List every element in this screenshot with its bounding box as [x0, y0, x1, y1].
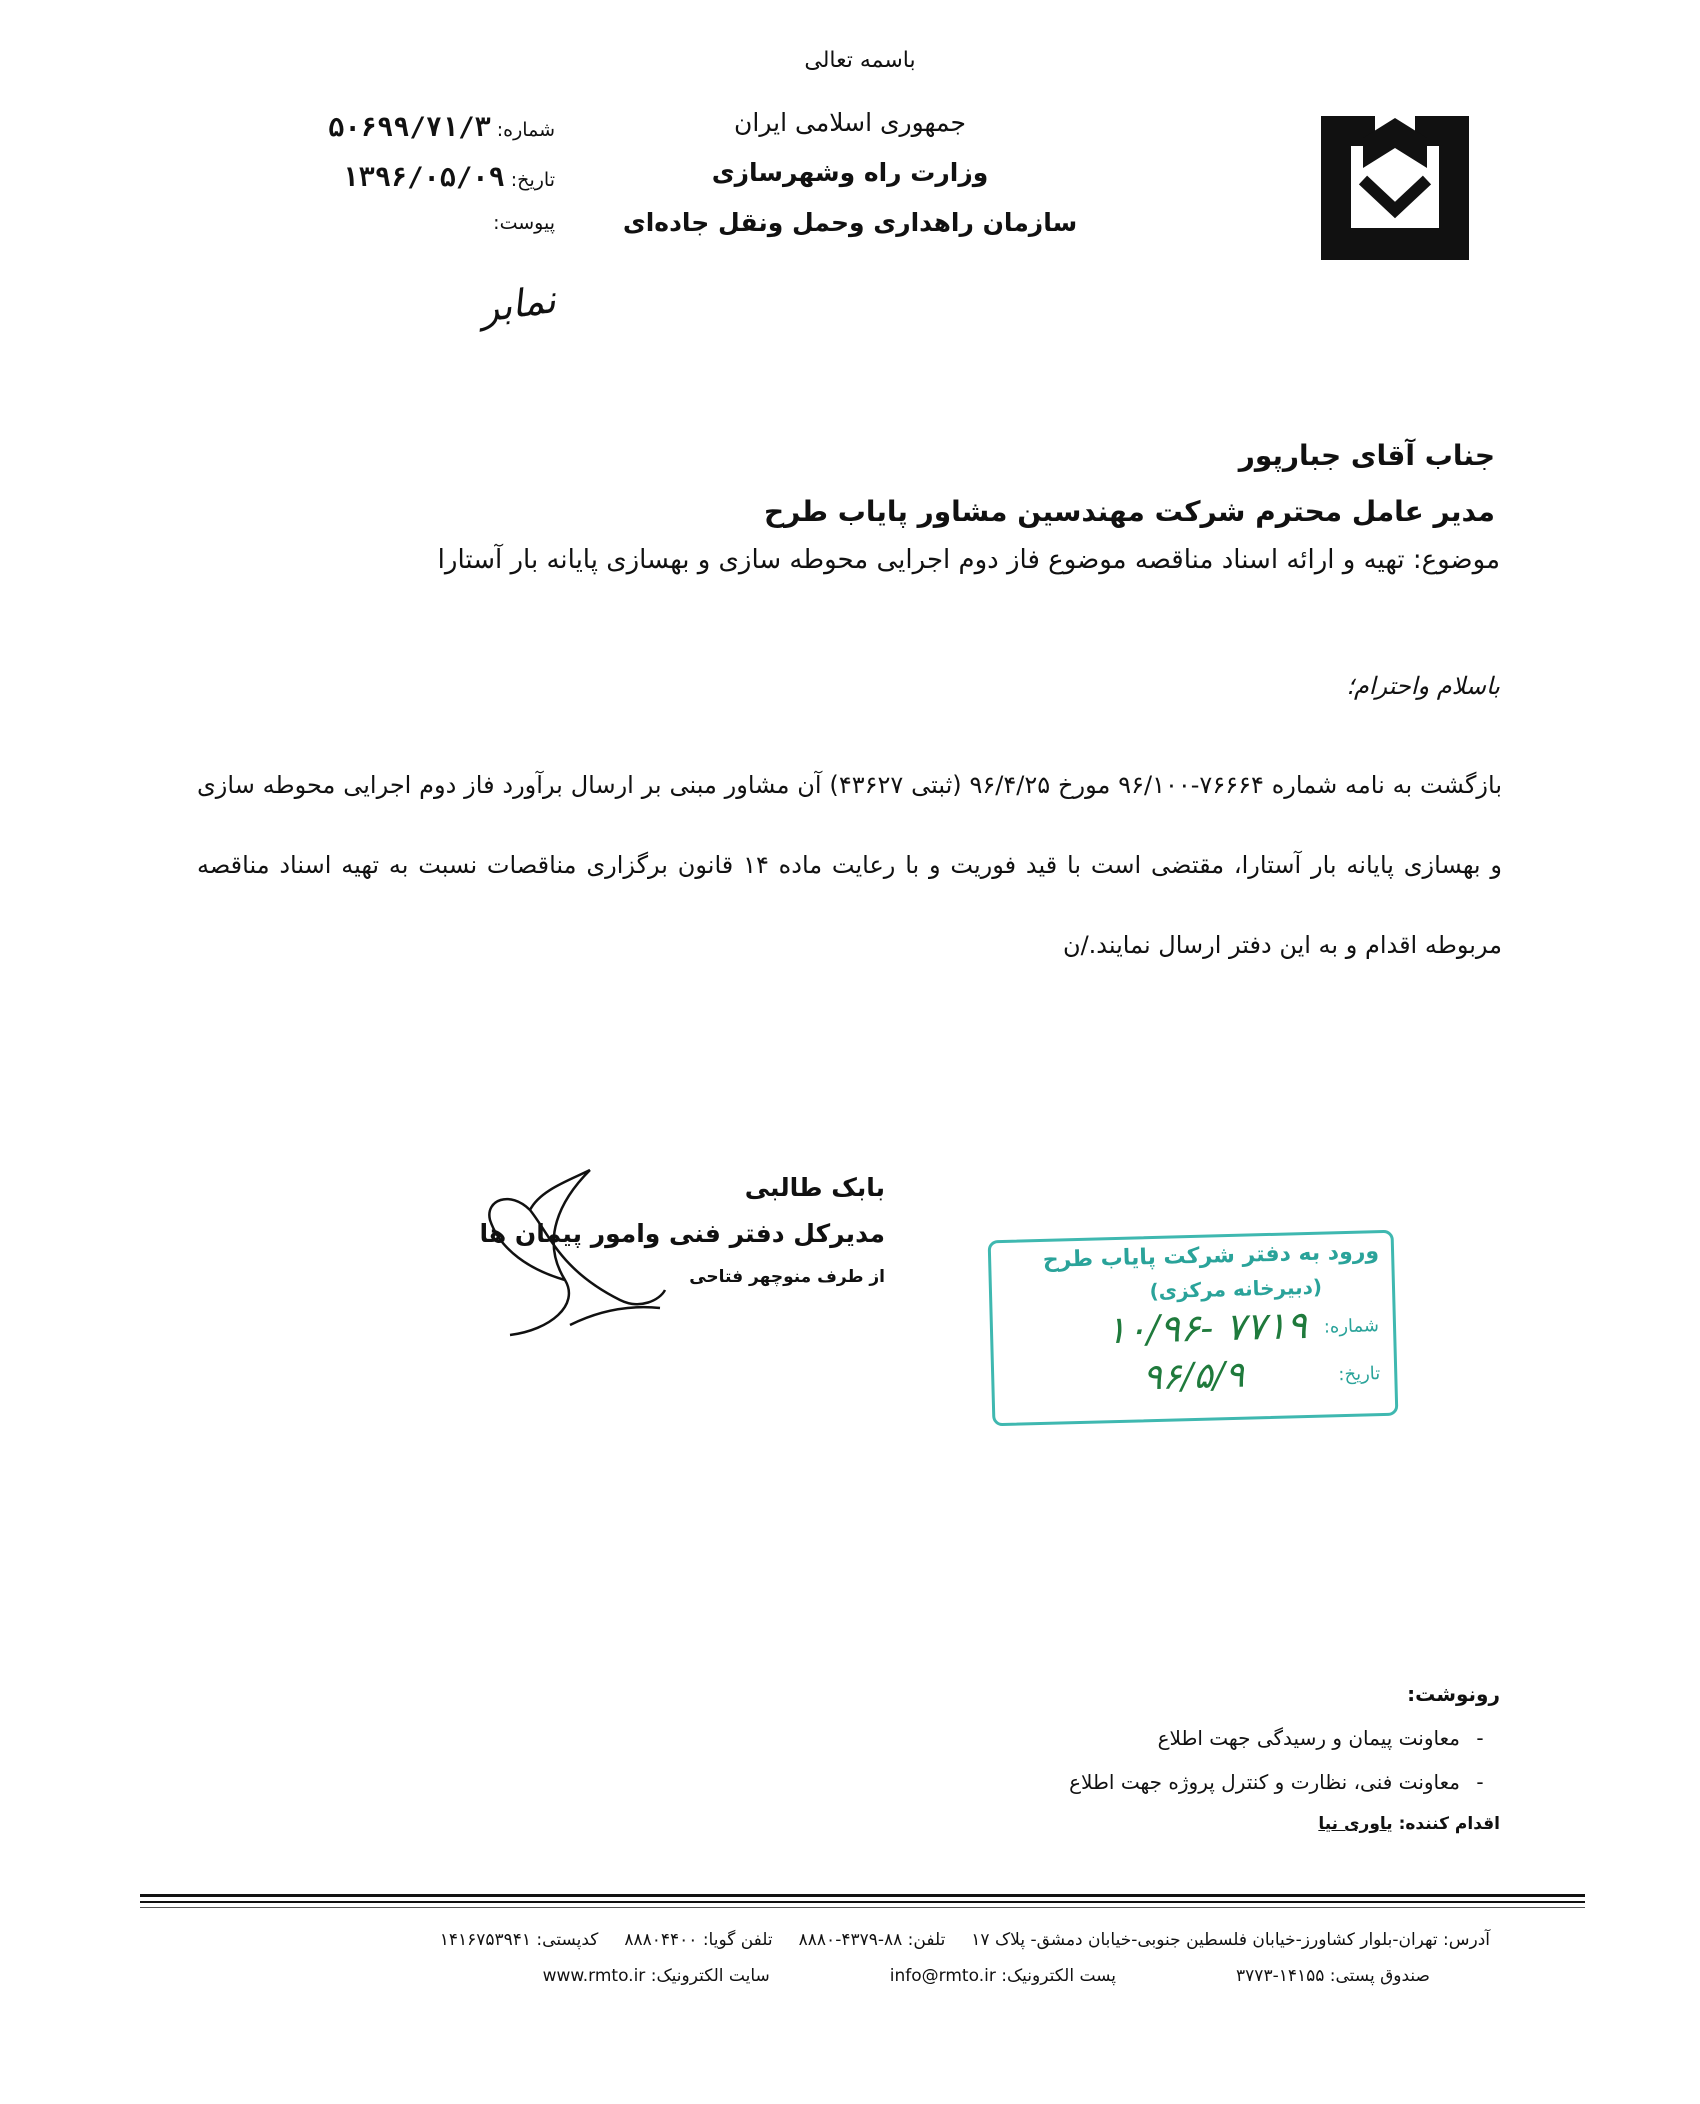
basmala: باسمه تعالی — [804, 48, 916, 73]
footer — [230, 1922, 1490, 1994]
cc-heading: رونوشت: — [1407, 1682, 1500, 1706]
footer-po-box: صندوق پستی: ۱۴۱۵۵-۳۷۷۳ — [1236, 1966, 1430, 1986]
footer-divider — [140, 1894, 1585, 1897]
footer-email: پست الکترونیک: info@rmto.ir — [889, 1966, 1117, 1986]
addressee-name: جناب آقای جبارپور — [1238, 439, 1495, 472]
footer-phone-voice: تلفن گویا: ۸۸۸۰۴۴۰۰ — [624, 1930, 773, 1950]
footer-phone: تلفن: ۸۸-۴۳۷۹-۸۸۸۰ — [798, 1930, 946, 1950]
letter-body: بازگشت به نامه شماره ۷۶۶۶۴-۹۶/۱۰۰ مورخ ۹۶/۴/۲۵ (ثبتی ۴۳۶۲۷) آن مشاور مبنی بر ارسال برآورد فاز دوم اجرایی محوطه سازی و بهسازی پایانه بار آستارا، مقتضی است با قید فوریت و با رعایت ماده ۱۴ قانون برگزاری مناقصات نسبت به تهیه اسناد مناقصه مربوطه اقدام و به این دفتر ارسال نمایند./ن — [197, 771, 1503, 959]
stamp-heading: ورود به دفتر شرکت پایاب طرح — [1042, 1239, 1380, 1273]
letter-number: ۵۰۶۹۹/۷۱/۳ — [328, 112, 491, 143]
letter-date: ۱۳۹۶/۰۵/۰۹ — [342, 162, 505, 193]
cc-item: -معاونت فنی، نظارت و کنترل پروژه جهت اطلاع — [1069, 1770, 1484, 1794]
letterhead — [600, 98, 1100, 248]
subject-line: موضوع: تهیه و ارائه اسناد مناقصه موضوع فاز دوم اجرایی محوطه سازی و بهسازی پایانه بار آستارا — [437, 545, 1500, 575]
signature-block — [465, 1165, 885, 1297]
date-label: تاریخ: — [510, 169, 555, 191]
footer-divider — [140, 1907, 1585, 1908]
greeting: باسلام واحترام؛ — [1346, 672, 1500, 700]
footer-postal-code: کدپستی: ۱۴۱۶۷۵۳۹۴۱ — [439, 1930, 599, 1950]
action-person: یاوری نیا — [1318, 1814, 1393, 1834]
cc-item-text: معاونت فنی، نظارت و کنترل پروژه جهت اطلاع — [1069, 1770, 1460, 1794]
country-name: جمهوری اسلامی ایران — [734, 108, 966, 137]
stamp-number: ۷۷۱۹ -۱۰/۹۶ — [1105, 1303, 1308, 1353]
cc-section — [1069, 1672, 1500, 1844]
stamp-subheading: (دبیرخانه مرکزی) — [1149, 1274, 1323, 1304]
cc-item: -معاونت پیمان و رسیدگی جهت اطلاع — [1157, 1726, 1484, 1750]
organization-logo — [1315, 110, 1475, 265]
attachment-label: پیوست: — [493, 212, 555, 234]
signer-title: مدیرکل دفتر فنی وامور پیمان ها — [479, 1219, 885, 1248]
stamp-date: ۹۶/۵/۹ — [1142, 1354, 1245, 1399]
signer-name: بابک طالبی — [744, 1173, 885, 1202]
stamp-date-label: تاریخ: — [1338, 1363, 1381, 1386]
cc-item-text: معاونت پیمان و رسیدگی جهت اطلاع — [1157, 1726, 1460, 1750]
number-label: شماره: — [496, 119, 555, 141]
footer-divider — [140, 1901, 1585, 1903]
received-stamp — [988, 1230, 1399, 1427]
addressee — [764, 428, 1495, 540]
organization-name: سازمان راهداری وحمل ونقل جاده‌ای — [622, 208, 1078, 237]
letter-meta — [255, 112, 555, 262]
action-by — [1069, 1804, 1500, 1844]
on-behalf-of: از طرف منوچهر فتاحی — [689, 1267, 885, 1287]
footer-website: سایت الکترونیک: www.rmto.ir — [542, 1966, 770, 1986]
handwritten-fax-note: نمابر — [477, 276, 559, 332]
stamp-number-label: شماره: — [1323, 1315, 1380, 1338]
ministry-name: وزارت راه وشهرسازی — [711, 158, 989, 187]
footer-address: آدرس: تهران-بلوار کشاورز-خیابان فلسطین جنوبی-خیابان دمشق- پلاک ۱۷ — [971, 1930, 1490, 1950]
addressee-title: مدیر عامل محترم شرکت مهندسین مشاور پایاب طرح — [763, 495, 1495, 528]
action-label: اقدام کننده: — [1398, 1814, 1500, 1834]
